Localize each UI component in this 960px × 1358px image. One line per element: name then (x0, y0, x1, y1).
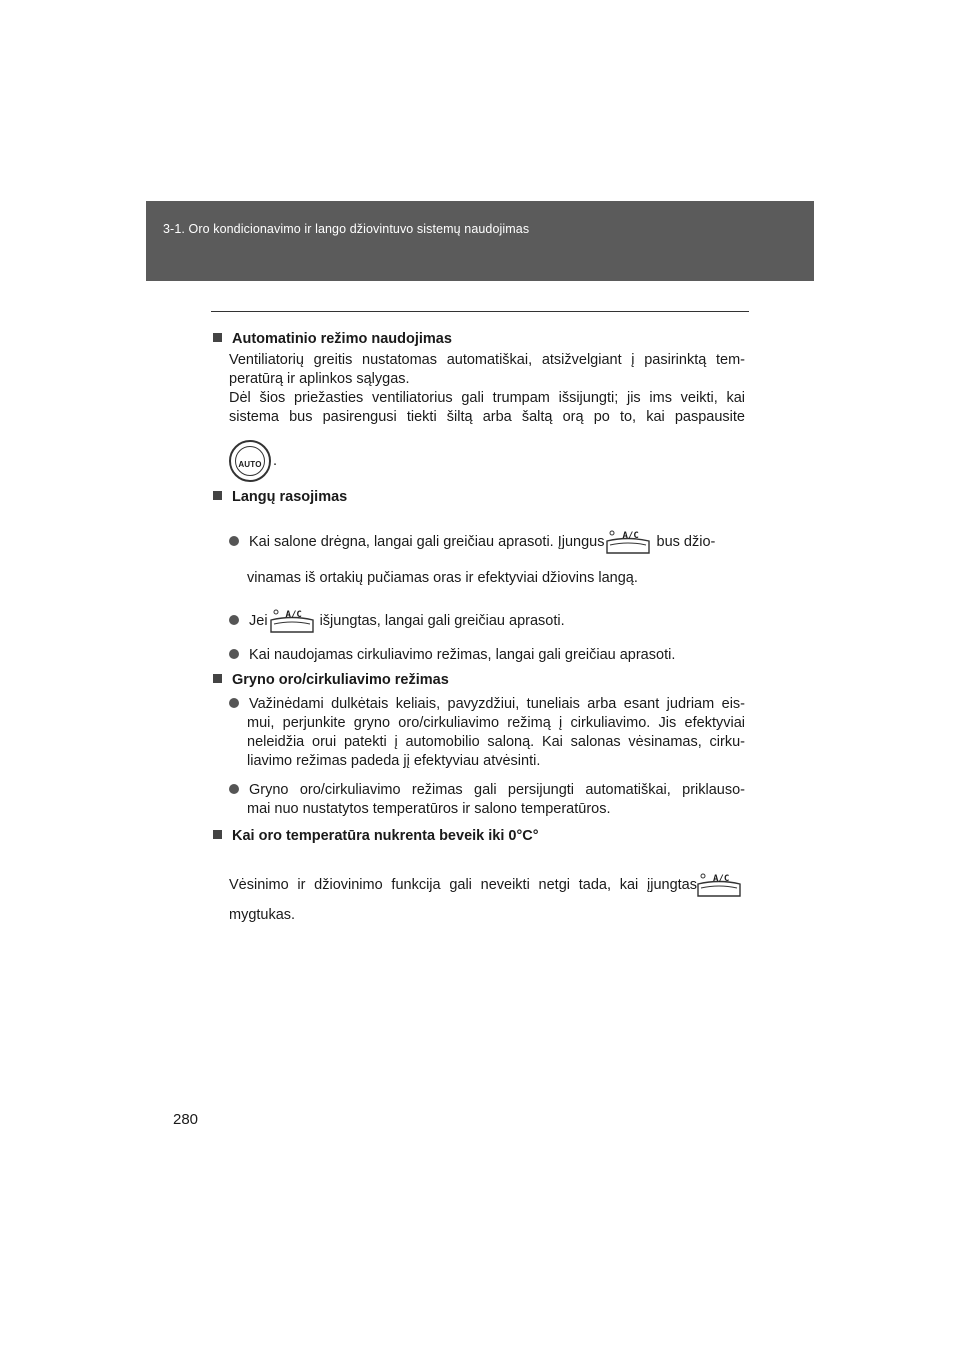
list-item: Kai salone drėgna, langai gali greičiau aprasoti. Įjungus A/C bus džio- vinamas iš ortakių pučiamas oras ir efektyviai džiovins langą. (229, 527, 745, 588)
section-heading-auto-mode: Automatinio režimo naudojimas (213, 330, 452, 349)
section-heading-cold: Kai oro temperatūra nukrenta beveik iki 0°C° (213, 827, 539, 846)
section-heading-recirculation: Gryno oro/cirkuliavimo režimas (213, 671, 449, 690)
list-item: Kai naudojamas cirkuliavimo režimas, langai gali greičiau aprasoti. (229, 646, 745, 665)
text-line: sistema bus pasirengusi tiekti šiltą arba šaltą orą po to, kai paspausite (229, 409, 745, 425)
text-line: mygtukas. (229, 907, 296, 923)
text-line: mai nuo nustatytos temperatūros ir salono temperatūros. (247, 801, 611, 817)
list-item: Jei A/C išjungtas, langai gali greičiau aprasoti. (229, 606, 745, 634)
square-bullet-icon (213, 674, 222, 683)
text-line: liavimo režimas padeda jį efektyviau atvėsinti. (247, 753, 541, 769)
text-line: vinamas iš ortakių pučiamas oras ir efektyviai džiovins langą. (247, 570, 638, 586)
paragraph-auto-mode (229, 351, 745, 427)
round-bullet-icon (229, 536, 239, 546)
sentence-end: . (273, 453, 278, 469)
section-heading-fogging: Langų rasojimas (213, 488, 347, 507)
ac-button-icon: A/C (606, 527, 650, 555)
round-bullet-icon (229, 698, 239, 708)
ac-button-icon: A/C (697, 870, 741, 898)
paragraph-cold: Vėsinimo ir džiovinimo funkcija gali neveikti netgi tada, kai įjungtas A/C mygtukas. (229, 870, 745, 925)
section-divider (211, 311, 749, 312)
round-bullet-icon (229, 784, 239, 794)
page-number: 280 (173, 1111, 199, 1128)
square-bullet-icon (213, 830, 222, 839)
text-line: neleidžia orui patekti į automobilio saloną. Kai salonas vėsinamas, cirku- (247, 734, 745, 750)
text-line: Dėl šios priežasties ventiliatorius gali trumpam išsijungti; jis ims veikti, kai (229, 390, 745, 406)
round-bullet-icon (229, 649, 239, 659)
text-line: mui, perjunkite gryno oro/cirkuliavimo režimą į cirkuliavimo. Jis efektyviai (247, 715, 745, 731)
auto-button-icon: AUTO (229, 440, 271, 482)
ac-button-icon: A/C (270, 606, 314, 634)
text-line: peratūrą ir aplinkos sąlygas. (229, 371, 410, 387)
chapter-header-bar (146, 201, 814, 281)
text-line: Ventiliatorių greitis nustatomas automatiškai, atsižvelgiant į pasirinktą tem- (229, 352, 745, 368)
list-item: Važinėdami dulkėtais keliais, pavyzdžiui, tuneliais arba esant judriam eis- mui, perjunkite gryno oro/cirkuliavimo režimą į cirkuliavimo. Jis efektyviai neleidžia orui patekti į automobilio saloną. Kai salonas vėsinamas, cirku- liavimo režimas padeda jį efektyviau atvėsinti. (229, 695, 745, 771)
list-item: Gryno oro/cirkuliavimo režimas gali persijungti automatiškai, priklauso- mai nuo nustatytos temperatūros ir salono temperatūros. (229, 781, 745, 819)
square-bullet-icon (213, 491, 222, 500)
chapter-title: 3-1. Oro kondicionavimo ir lango džiovintuvo sistemų naudojimas (163, 222, 530, 236)
square-bullet-icon (213, 333, 222, 342)
round-bullet-icon (229, 615, 239, 625)
